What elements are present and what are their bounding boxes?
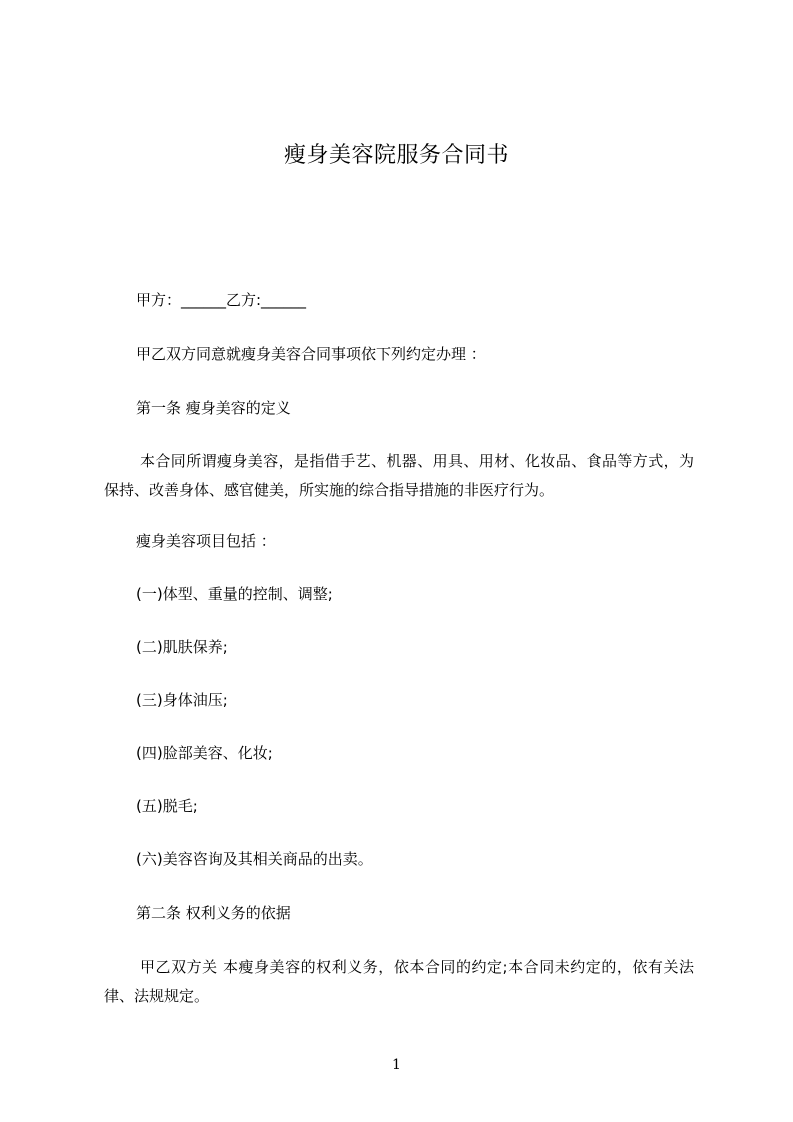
list-item: (二)肌肤保养; xyxy=(136,638,228,656)
intro-text: 甲乙双方同意就瘦身美容合同事项依下列约定办理 ： xyxy=(136,345,486,363)
article-2-heading: 第二条 权利义务的依据 xyxy=(136,904,291,922)
items-intro: 瘦身美容项目包括 ： xyxy=(136,532,276,550)
parties-line: 甲方：______乙方:______ xyxy=(136,291,307,309)
article-1-heading: 第一条 瘦身美容的定义 xyxy=(136,399,291,417)
list-item: (一)体型、重量的控制、调整; xyxy=(136,585,333,603)
list-item: (四)脸部美容、化妆; xyxy=(136,744,273,762)
document-title: 瘦身美容院服务合同书 xyxy=(283,143,509,168)
article-2-body: 甲乙双方关 本瘦身美容的权利义务，依本合同的约定;本合同未约定的，依有关法律、法规规定。 xyxy=(104,958,694,1005)
page-number: 1 xyxy=(392,1057,401,1073)
list-item: (五)脱毛; xyxy=(136,797,198,815)
list-item: (三)身体油压; xyxy=(136,691,228,709)
article-1-body: 本合同所谓瘦身美容，是指借手艺、机器、用具、用材、化妆品、食品等方式，为保持、改善身体、感官健美，所实施的综合指导措施的非医疗行为。 xyxy=(104,452,694,499)
list-item: (六)美容咨询及其相关商品的出卖。 xyxy=(136,850,373,868)
